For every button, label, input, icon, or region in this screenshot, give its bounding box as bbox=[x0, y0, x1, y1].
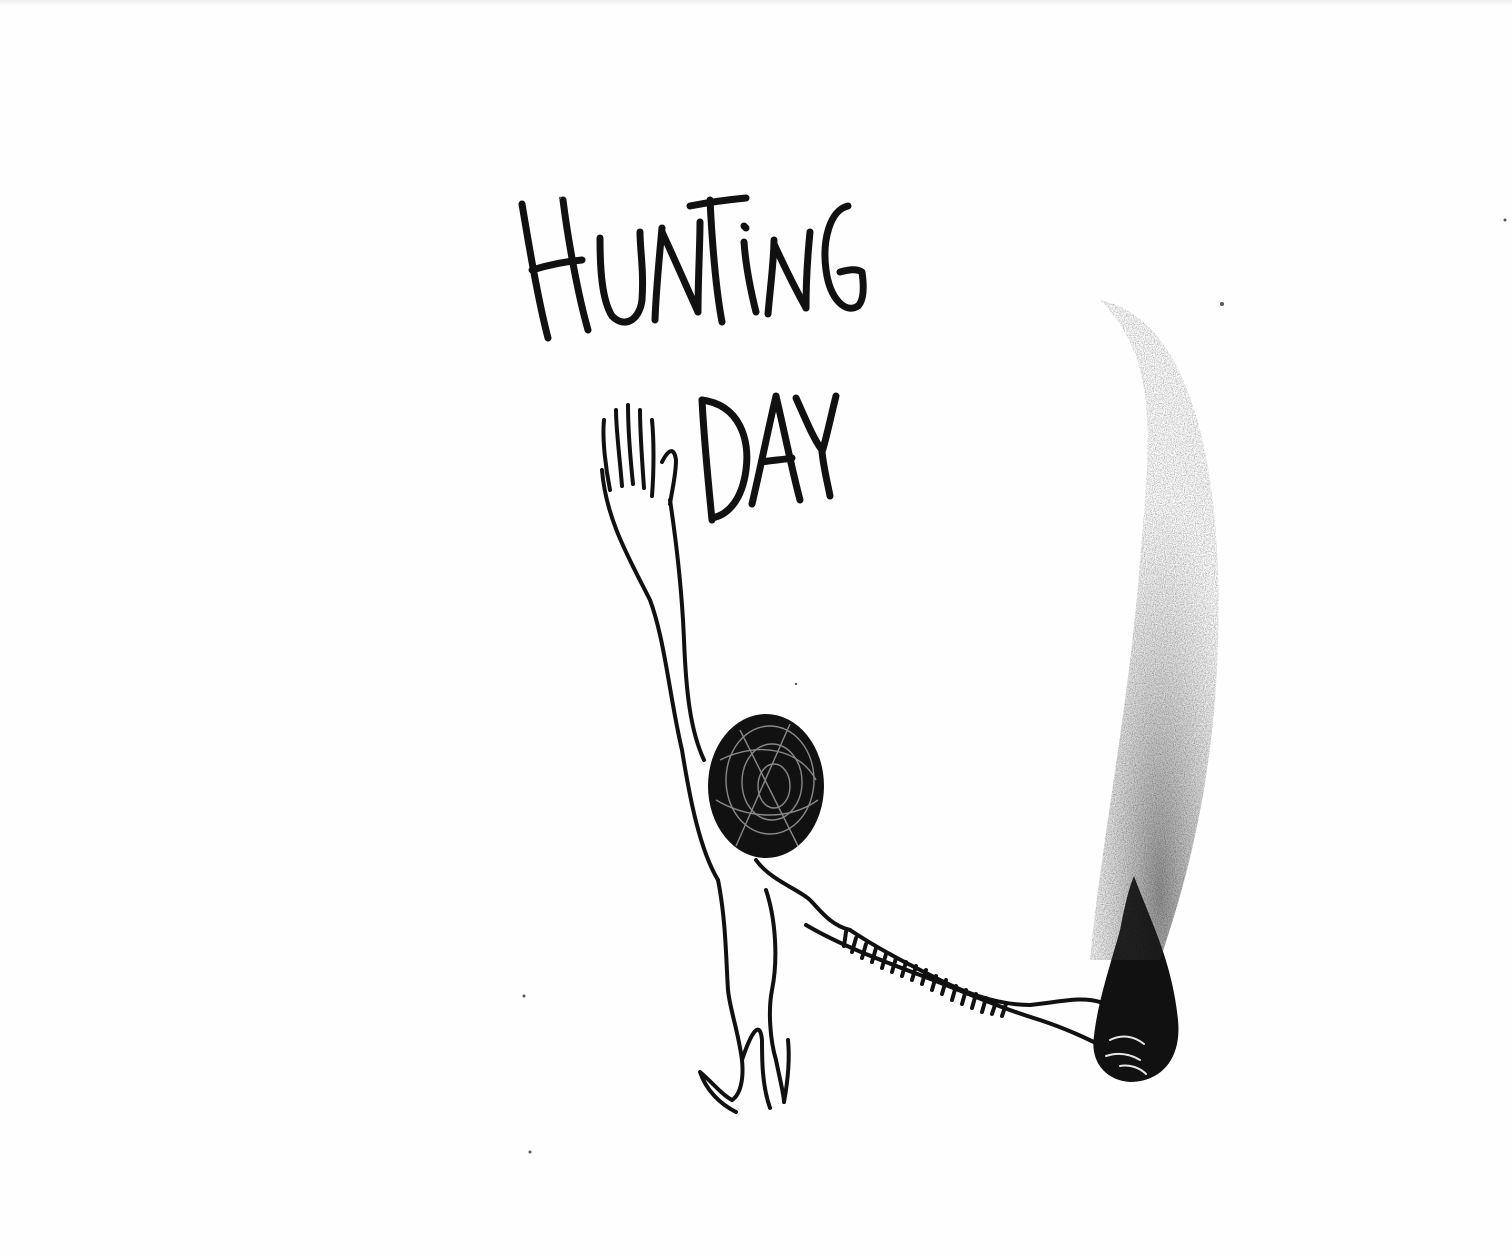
title-hunting-lettering bbox=[522, 198, 863, 338]
title-day-lettering bbox=[702, 396, 836, 520]
torch-smoke bbox=[1090, 300, 1230, 960]
figure-head bbox=[708, 714, 824, 858]
figure bbox=[602, 405, 1140, 1112]
